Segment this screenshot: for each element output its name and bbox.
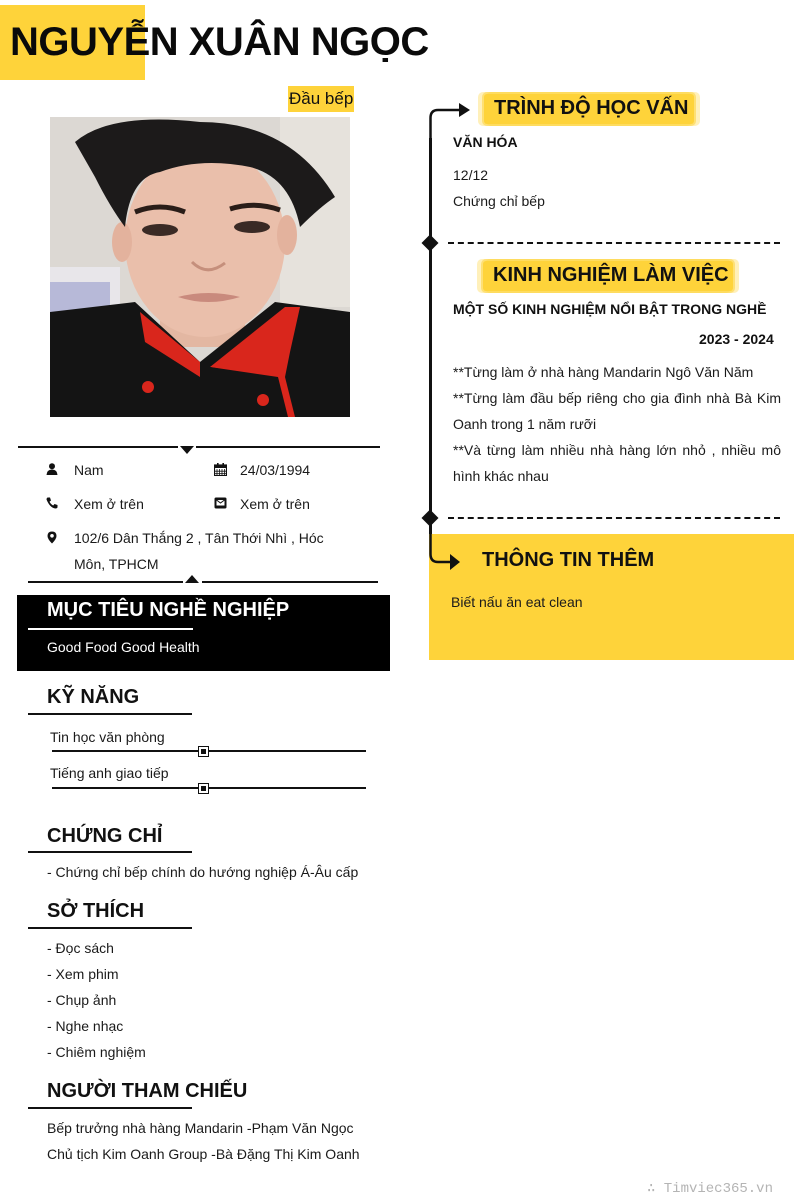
timeline-node [422, 235, 439, 252]
address-line-2: Môn, TPHCM [74, 556, 159, 572]
phone-value: Xem ở trên [74, 496, 144, 512]
skill-slider-thumb[interactable] [198, 783, 209, 794]
hobby-item: - Chụp ảnh [47, 992, 117, 1008]
skill-label: Tin học văn phòng [50, 729, 165, 745]
timeline-line [429, 138, 432, 538]
references-title: NGƯỜI THAM CHIẾU [47, 1080, 248, 1102]
birthday-value: 24/03/1994 [240, 462, 311, 478]
phone-icon [45, 496, 59, 510]
experience-title: KINH NGHIỆM LÀM VIỆC [493, 264, 729, 286]
calendar-icon [213, 462, 227, 476]
map-marker-icon [45, 530, 59, 544]
user-icon [45, 462, 59, 476]
education-line: 12/12 [453, 167, 489, 183]
career-objective-text: Good Food Good Health [47, 639, 200, 655]
certificate-item: - Chứng chỉ bếp chính do hướng nghiệp Á-Âu cấp [47, 864, 359, 880]
watermark: ∴ Timviec365.vn [646, 1181, 773, 1197]
contact-top-arrow [180, 446, 194, 454]
profile-photo-illustration [50, 117, 350, 417]
contact-top-rule-right [196, 446, 380, 448]
envelope-icon [213, 496, 227, 510]
education-line: Chứng chỉ bếp [453, 193, 545, 209]
hobby-item: - Đọc sách [47, 940, 114, 956]
candidate-name: NGUYỄN XUÂN NGỌC [10, 20, 429, 64]
address-line-1: 102/6 Dân Thắng 2 , Tân Thới Nhì , Hóc [74, 530, 324, 546]
timeline-node [422, 510, 439, 527]
experience-line: **Và từng làm nhiều nhà hàng lớn nhỏ , nhiều mô hình khác nhau [453, 442, 781, 484]
skill-slider-track [52, 750, 366, 752]
extra-info-text: Biết nấu ăn eat clean [451, 594, 583, 610]
experience-subtitle: MỘT SỐ KINH NGHIỆM NỔI BẬT TRONG NGHỀ [453, 301, 767, 317]
skill-slider-track [52, 787, 366, 789]
contact-bottom-arrow [185, 575, 199, 583]
certificates-title: CHỨNG CHỈ [47, 825, 163, 847]
contact-top-rule-left [18, 446, 178, 448]
hobby-item: - Xem phim [47, 966, 119, 982]
contact-bottom-rule-left [28, 581, 183, 583]
email-value: Xem ở trên [240, 496, 310, 512]
profile-photo [50, 117, 350, 417]
job-title: Đầu bếp [288, 86, 354, 112]
skill-slider-thumb[interactable] [198, 746, 209, 757]
career-objective-section [17, 595, 390, 671]
references-underline [28, 1107, 192, 1109]
career-objective-underline [28, 628, 193, 630]
contact-bottom-rule-right [202, 581, 378, 583]
experience-line: **Từng làm đầu bếp riêng cho gia đình nhà Bà Kim Oanh trong 1 năm rưỡi [453, 390, 781, 432]
hobby-item: - Nghe nhạc [47, 1018, 124, 1034]
gender-value: Nam [74, 462, 104, 478]
timeline-end-arrow-icon [425, 530, 465, 575]
education-title: TRÌNH ĐỘ HỌC VẤN [494, 97, 689, 119]
hobby-item: - Chiêm nghiệm [47, 1044, 146, 1060]
extra-info-title: THÔNG TIN THÊM [482, 549, 655, 571]
skill-label: Tiếng anh giao tiếp [50, 765, 169, 781]
skills-title: KỸ NĂNG [47, 686, 140, 708]
hobbies-underline [28, 927, 192, 929]
skills-underline [28, 713, 192, 715]
certificates-underline [28, 851, 192, 853]
reference-item: Bếp trưởng nhà hàng Mandarin -Phạm Văn Ngọc [47, 1120, 354, 1136]
hobbies-title: SỞ THÍCH [47, 900, 145, 922]
experience-line: **Từng làm ở nhà hàng Mandarin Ngô Văn Năm [453, 364, 754, 380]
section-divider [448, 242, 780, 244]
career-objective-title: MỤC TIÊU NGHỀ NGHIỆP [47, 599, 290, 621]
section-divider [448, 517, 780, 519]
experience-period: 2023 - 2024 [699, 331, 774, 347]
reference-item: Chủ tịch Kim Oanh Group -Bà Đặng Thị Kim Oanh [47, 1146, 360, 1162]
education-subtitle: VĂN HÓA [453, 134, 518, 150]
